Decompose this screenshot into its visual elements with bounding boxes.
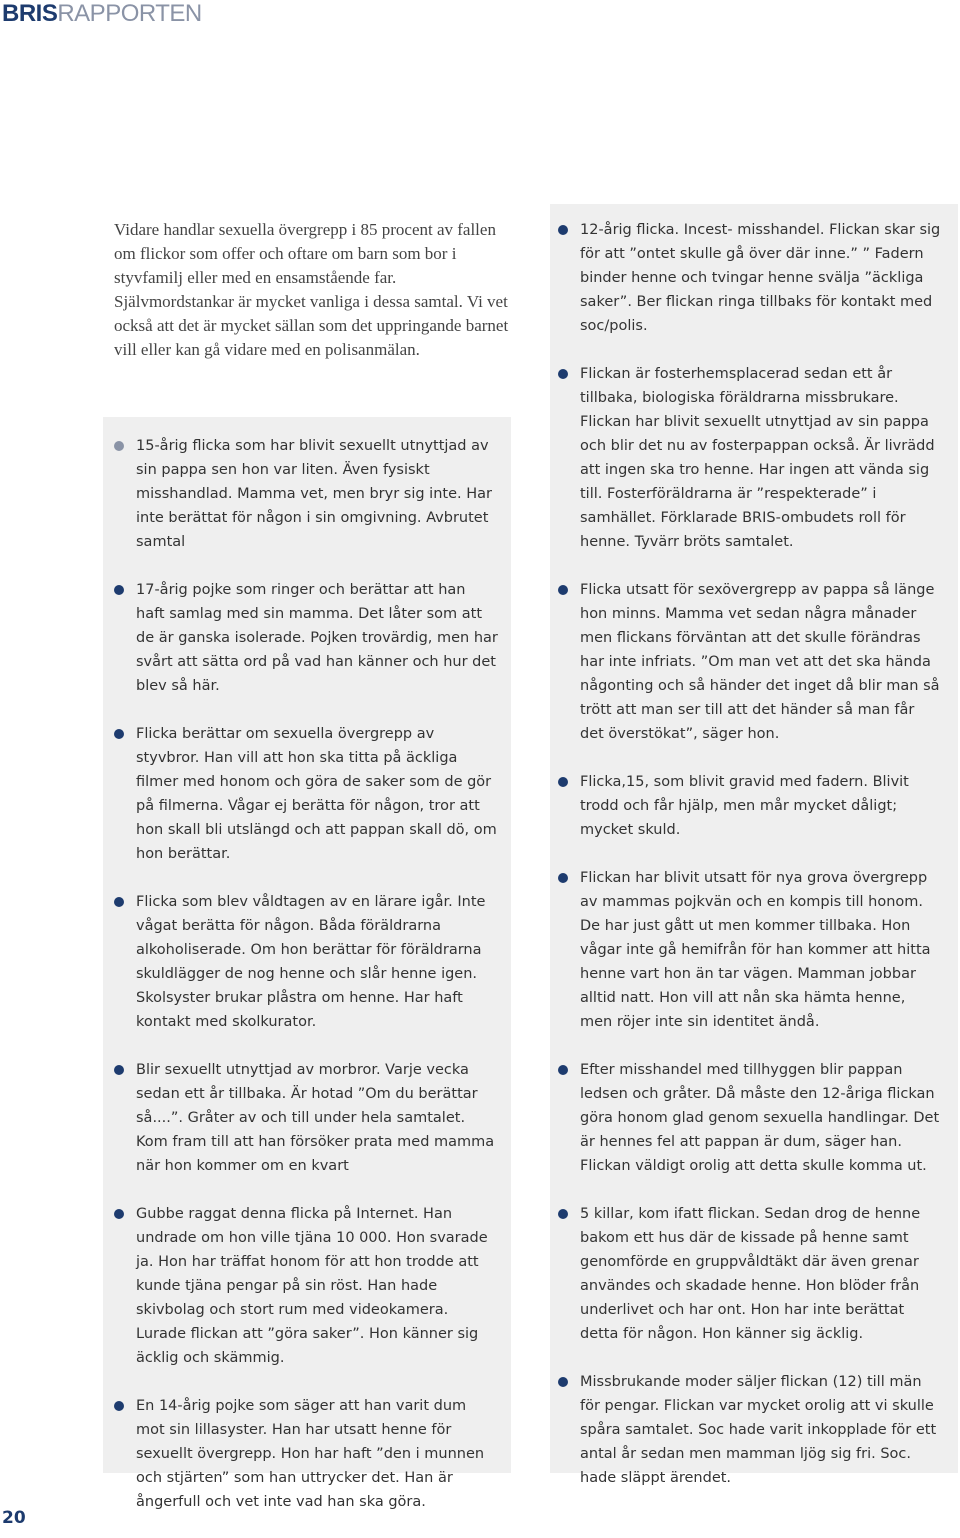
list-item: [558, 1202, 942, 1346]
case-text: Flicka utsatt för sexövergrepp av pappa så länge hon minns. Mamma vet sedan några månader men flickans förväntan att det skulle förändras har inte infriats. ”Om man vet att det ska hända någonting och så händer det inget då blir man så trött att man ser till att det händer så man får det överstökat”, säger hon.: [580, 582, 940, 742]
case-text: En 14-årig pojke som säger att han varit dum mot sin lillasyster. Han har utsatt henne för sexuellt övergrepp. Hon har haft ”den i munnen och stjärten” som han uttrycker det. Han är ångerfull och vet inte vad han ska göra.: [136, 1398, 485, 1510]
case-text: 17-årig pojke som ringer och berättar att han haft samlag med sin mamma. Det låter som att de är ganska isolerade. Pojken trovärdig, men har svårt att sätta ord på vad han känner och hur det blev så här.: [136, 582, 498, 694]
list-item: [114, 1202, 498, 1370]
case-text: Flickan är fosterhemsplacerad sedan ett år tillbaka, biologiska föräldrarna missbrukare. Flickan har blivit sexuellt utnyttjad av sin pappa och blir det nu av fosterpappan också. Är livrädd att ingen ska tro henne. Har ingen att vända sig till. Fosterföräldrarna är ”respekterade” i samhället. Förklarade BRIS-ombudets roll för henne. Tyvärr bröts samtalet.: [580, 366, 935, 550]
list-item: [114, 578, 498, 698]
case-text: Gubbe raggat denna flicka på Internet. Han undrade om hon ville tjäna 10 000. Hon svarade ja. Hon har träffat honom för att hon trodde att kunde tjäna pengar på sin röst. Han hade skivbolag och stort rum med videokamera. Lurade flickan att ”göra saker”. Hon känner sig äcklig och skämmig.: [136, 1206, 488, 1366]
case-text: 5 killar, kom ifatt flickan. Sedan drog de henne bakom ett hus där de kissade på henne samt genomförde en gruppvåldtäkt där även grenar användes och skadade henne. Hon blöder från underlivet och har ont. Hon har inte berättat detta för någon. Hon känner sig äcklig.: [580, 1206, 921, 1342]
bullet-icon: [114, 1401, 124, 1411]
case-text: Efter misshandel med tillhyggen blir pappan ledsen och gråter. Då måste den 12-åriga flickan göra honom glad genom sexuella handlingar. Det är hennes fel att pappan är dum, säger han. Flickan väldigt orolig att detta skulle komma ut.: [580, 1062, 940, 1174]
list-item: [114, 890, 498, 1034]
bullet-icon: [114, 441, 124, 451]
left-case-list: [114, 434, 498, 1538]
list-item: [558, 1058, 942, 1178]
bullet-icon: [114, 585, 124, 595]
list-item: [558, 578, 942, 746]
case-text: Blir sexuellt utnyttjad av morbror. Varje vecka sedan ett år tillbaka. Är hotad ”Om du berättar så....”. Gråter av och till under hela samtalet. Kom fram till att han försöker prata med mamma när hon kommer om en kvart: [136, 1062, 495, 1174]
case-text: Flicka,15, som blivit gravid med fadern. Blivit trodd och får hjälp, men mår mycket dåligt; mycket skuld.: [580, 774, 909, 838]
case-text: 12-årig flicka. Incest- misshandel. Flickan skar sig för att ”ontet skulle gå över där inne.” ” Fadern binder henne och tvingar henne svälja ”äckliga saker”. Ber flickan ringa tillbaks för kontakt med soc/polis.: [580, 222, 941, 334]
brand-name-bold: BRIS: [2, 0, 58, 27]
report-header: [2, 0, 202, 30]
list-item: [558, 362, 942, 554]
bullet-icon: [558, 369, 568, 379]
page-number: 20: [2, 1508, 26, 1528]
list-item: [558, 1370, 942, 1490]
list-item: [558, 866, 942, 1034]
list-item: [558, 218, 942, 338]
intro-paragraph: [114, 218, 514, 362]
bullet-icon: [114, 897, 124, 907]
list-item: [114, 1058, 498, 1178]
bullet-icon: [114, 1065, 124, 1075]
brand-name-light: RAPPORTEN: [57, 0, 202, 27]
intro-text: Vidare handlar sexuella övergrepp i 85 procent av fallen om flickor som offer och oftare om barn som bor i styvfamilj eller med en ensamstående far. Självmordstankar är mycket vanliga i dessa samtal. Vi vet också att det är mycket sällan som det uppringande barnet vill eller kan gå vidare med en polisanmälan.: [114, 220, 509, 359]
bullet-icon: [558, 225, 568, 235]
case-text: Flicka som blev våldtagen av en lärare igår. Inte vågat berätta för någon. Båda föräldrarna alkoholiserade. Om hon berättar för föräldrarna skuldlägger de nog henne och slår henne igen. Skolsyster brukar plåstra om henne. Har haft kontakt med skolkurator.: [136, 894, 486, 1030]
bullet-icon: [558, 873, 568, 883]
bullet-icon: [558, 1209, 568, 1219]
bullet-icon: [558, 585, 568, 595]
case-text: Flickan har blivit utsatt för nya grova övergrepp av mammas pojkvän och en kompis till honom. De har just gått ut men kommer tillbaka. Hon vågar inte gå hemifrån för han kommer att hitta henne vart hon än tar vägen. Mamman jobbar alltid natt. Hon vill att nån ska hämta henne, men röjer inte sin identitet ändå.: [580, 870, 931, 1030]
bullet-icon: [114, 729, 124, 739]
right-case-list: [558, 218, 942, 1514]
bullet-icon: [114, 1209, 124, 1219]
bullet-icon: [558, 1065, 568, 1075]
bullet-icon: [558, 777, 568, 787]
case-text: Flicka berättar om sexuella övergrepp av styvbror. Han vill att hon ska titta på äckliga filmer med honom och göra de saker som de gör på filmerna. Vågar ej berätta för någon, tror att hon skall bli utslängd och att pappan skall dö, om hon berättar.: [136, 726, 497, 862]
bullet-icon: [558, 1377, 568, 1387]
list-item: [114, 434, 498, 554]
list-item: [558, 770, 942, 842]
list-item: [114, 1394, 498, 1514]
case-text: Missbrukande moder säljer flickan (12) till män för pengar. Flickan var mycket orolig att vi skulle spåra samtalet. Soc hade varit inkopplade för ett antal år sedan men mamman ljög sig fri. Soc. hade släppt ärendet.: [580, 1374, 937, 1486]
list-item: [114, 722, 498, 866]
case-text: 15-årig flicka som har blivit sexuellt utnyttjad av sin pappa sen hon var liten. Även fysiskt misshandlad. Mamma vet, men bryr sig inte. Har inte berättat för någon i sin omgivning. Avbrutet samtal: [136, 438, 492, 550]
